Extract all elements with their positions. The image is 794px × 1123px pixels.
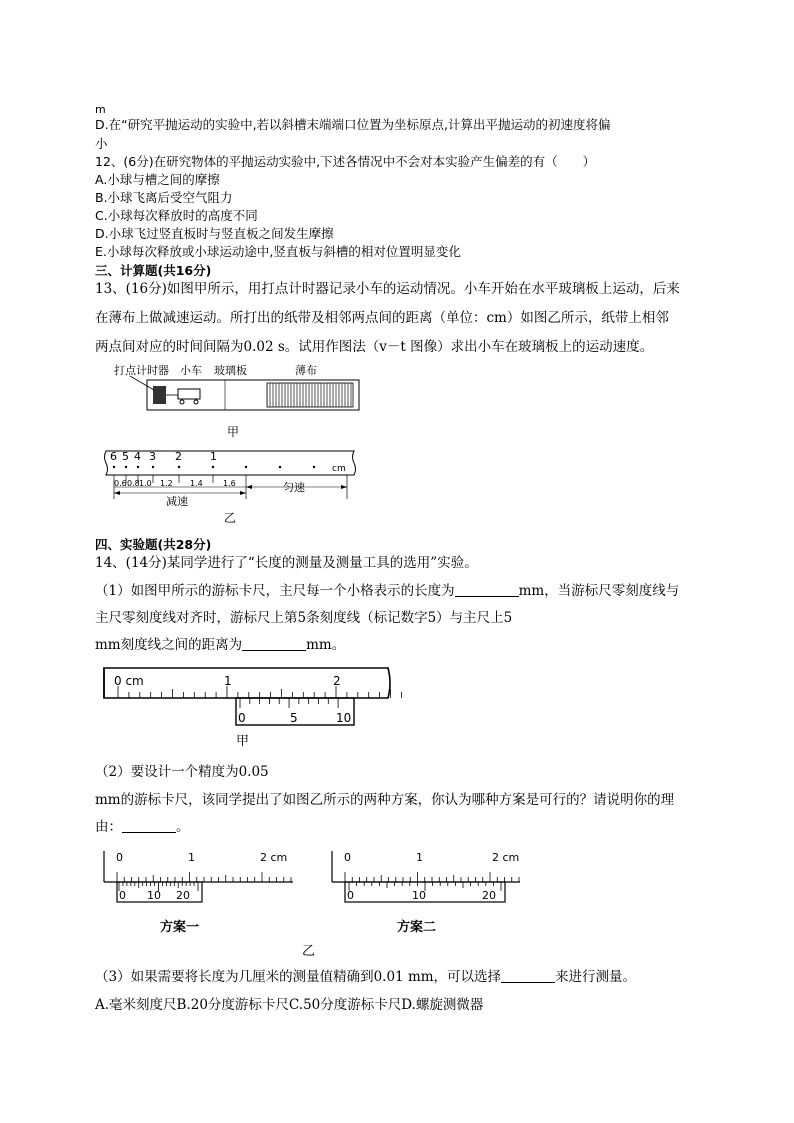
q14-figure-a	[100, 663, 400, 753]
point-label: 4	[134, 450, 141, 463]
q14-p2-line3	[95, 818, 190, 837]
figure-caption-jia: 甲	[236, 734, 250, 749]
tape-unit: cm	[332, 464, 346, 474]
distance-label: 0.8	[127, 479, 140, 488]
q14-p1-text: mm刻度线之间的距离为	[95, 637, 243, 653]
q12-option-c: C.小球每次释放时的高度不同	[95, 208, 258, 223]
tape-dot	[113, 466, 115, 468]
section3-heading: 三、计算题(共16分)	[95, 263, 212, 278]
tape-dot	[212, 466, 214, 468]
top-fragment: m	[95, 103, 106, 116]
scheme2-main-label: 0	[344, 851, 351, 864]
vernier-label: 0	[238, 711, 246, 725]
point-label: 2	[175, 450, 182, 463]
tape-dot	[279, 466, 281, 468]
label-uniform: 匀速	[283, 481, 305, 494]
timer-pointer	[130, 376, 154, 390]
q12-stem: 12、(6分)在研究物体的平抛运动实验中,下述各情况中不会对本实验产生偏差的有（ ）	[95, 154, 596, 169]
q12-option-b: B.小球飞离后受空气阻力	[95, 190, 233, 205]
tape-dot	[313, 466, 315, 468]
q12-option-d: D.小球飞过竖直板时与竖直板之间发生摩擦	[95, 226, 334, 241]
q13-line1: 13、(16分)如图甲所示，用打点计时器记录小车的运动情况。小车开始在水平玻璃板上运动，后来	[95, 281, 680, 297]
q14-p2-line1: （2）要设计一个精度为0.05	[95, 764, 269, 780]
q14-p2-text: 由：	[95, 819, 122, 835]
q14-p2-line2: mm的游标卡尺，该同学提出了如图乙所示的两种方案，你认为哪种方案是可行的？请说明你的理	[95, 792, 675, 808]
q14-p1-line3	[95, 636, 345, 655]
scheme1-vernier-label: 20	[176, 889, 190, 902]
tape-dot	[125, 466, 127, 468]
answer-blank-3[interactable]	[122, 818, 176, 833]
q11-option-d-line1: D.在“研究平抛运动的实验中,若以斜槽末端端口位置为坐标原点,计算出平抛运动的初速度将偏	[95, 117, 611, 132]
figure-b-caption: 乙	[224, 511, 237, 525]
scheme2-vernier-label: 20	[482, 889, 496, 902]
scheme1-main-label: 2 cm	[260, 851, 288, 864]
main-label: 1	[224, 674, 232, 688]
scheme1-vernier-label: 0	[119, 889, 126, 902]
scheme1-main-label: 0	[116, 851, 123, 864]
cart-wheel	[194, 400, 198, 404]
point-label: 3	[149, 450, 156, 463]
q13-figure-b	[100, 443, 365, 525]
point-label: 1	[210, 450, 217, 463]
tape-dot	[137, 466, 139, 468]
main-scale-ticks	[118, 686, 401, 698]
cloth	[267, 383, 353, 407]
vernier-label: 5	[290, 711, 298, 725]
main-label: 2	[333, 674, 341, 688]
answer-blank-4[interactable]	[501, 968, 555, 983]
distance-label: 1.2	[160, 479, 173, 488]
distance-label: 0.6	[114, 479, 127, 488]
point-label: 6	[110, 450, 117, 463]
q14-p3-text: 来进行测量。	[555, 969, 637, 985]
q14-p3-text: （3）如果需要将长度为几厘米的测量值精确到0.01 mm，可以选择	[95, 969, 502, 985]
answer-blank-1[interactable]	[455, 582, 519, 597]
scheme1-vernier-label: 10	[147, 889, 161, 902]
cart-wheel	[180, 400, 184, 404]
q14-p2-text: 。	[176, 819, 190, 835]
q14-p1-line2: 主尺零刻度线对齐时，游标尺上第5条刻度线（标记数字5）与主尺上5	[95, 610, 513, 626]
q14-p1-text: mm。	[306, 637, 346, 653]
label-timer: 打点计时器	[114, 364, 169, 377]
vernier-ticks	[240, 698, 338, 708]
q14-p1-line1	[95, 582, 679, 601]
label-cart: 小车	[180, 364, 202, 377]
scheme2-vernier-label: 0	[347, 889, 354, 902]
distance-label: 1.0	[139, 479, 152, 488]
scheme2-label: 方案二	[397, 920, 437, 935]
q14-p3	[95, 968, 636, 987]
point-label: 5	[122, 450, 129, 463]
q14-choices: A.毫米刻度尺B.20分度游标卡尺C.50分度游标卡尺D.螺旋测微器	[95, 997, 484, 1013]
q12-option-a: A.小球与槽之间的摩擦	[95, 172, 220, 187]
distance-label: 1.4	[190, 479, 203, 488]
tape-outline	[105, 451, 356, 475]
q13-line2: 在薄布上做减速运动。所打出的纸带及相邻两点间的距离（单位：cm）如图乙所示，纸带上相邻	[95, 310, 669, 326]
q13-line3: 两点间对应的时间间隔为0.02 s。试用作图法（v－t 图像）求出小车在玻璃板上的运动速度。	[95, 339, 654, 355]
scheme1-label: 方案一	[160, 920, 200, 935]
q14-p1-text: （1）如图甲所示的游标卡尺，主尺每一个小格表示的长度为	[95, 583, 455, 599]
q12-option-e: E.小球每次释放或小球运动途中,竖直板与斜槽的相对位置明显变化	[95, 244, 461, 259]
cart	[178, 389, 200, 399]
q11-option-d-line2: 小	[95, 136, 108, 151]
scheme2-main-label: 1	[416, 851, 423, 864]
section4-heading: 四、实验题(共28分)	[95, 537, 212, 552]
label-decel: 减速	[166, 495, 188, 508]
label-glass: 玻璃板	[214, 364, 247, 377]
scheme1-main-label: 1	[188, 851, 195, 864]
scheme2-main-label: 2 cm	[492, 851, 520, 864]
q14-figure-b	[100, 845, 530, 960]
figure-a-caption: 甲	[227, 425, 240, 439]
tape-dot	[152, 466, 154, 468]
q14-stem: 14、(14分)某同学进行了“长度的测量及测量工具的选用”实验。	[95, 555, 478, 571]
vernier-label: 10	[336, 711, 352, 725]
main-label: 0 cm	[114, 674, 144, 688]
label-cloth: 薄布	[295, 364, 317, 377]
timer-box	[153, 386, 166, 404]
scheme2-vernier-label: 10	[412, 889, 426, 902]
figure-caption-yi: 乙	[302, 944, 316, 959]
tape-dot	[245, 466, 247, 468]
tape-dot	[178, 466, 180, 468]
distance-label: 1.6	[223, 479, 236, 488]
q13-figure-a	[110, 360, 370, 440]
answer-blank-2[interactable]	[242, 636, 306, 651]
q14-p1-text: mm，当游标尺零刻度线与	[518, 583, 680, 599]
